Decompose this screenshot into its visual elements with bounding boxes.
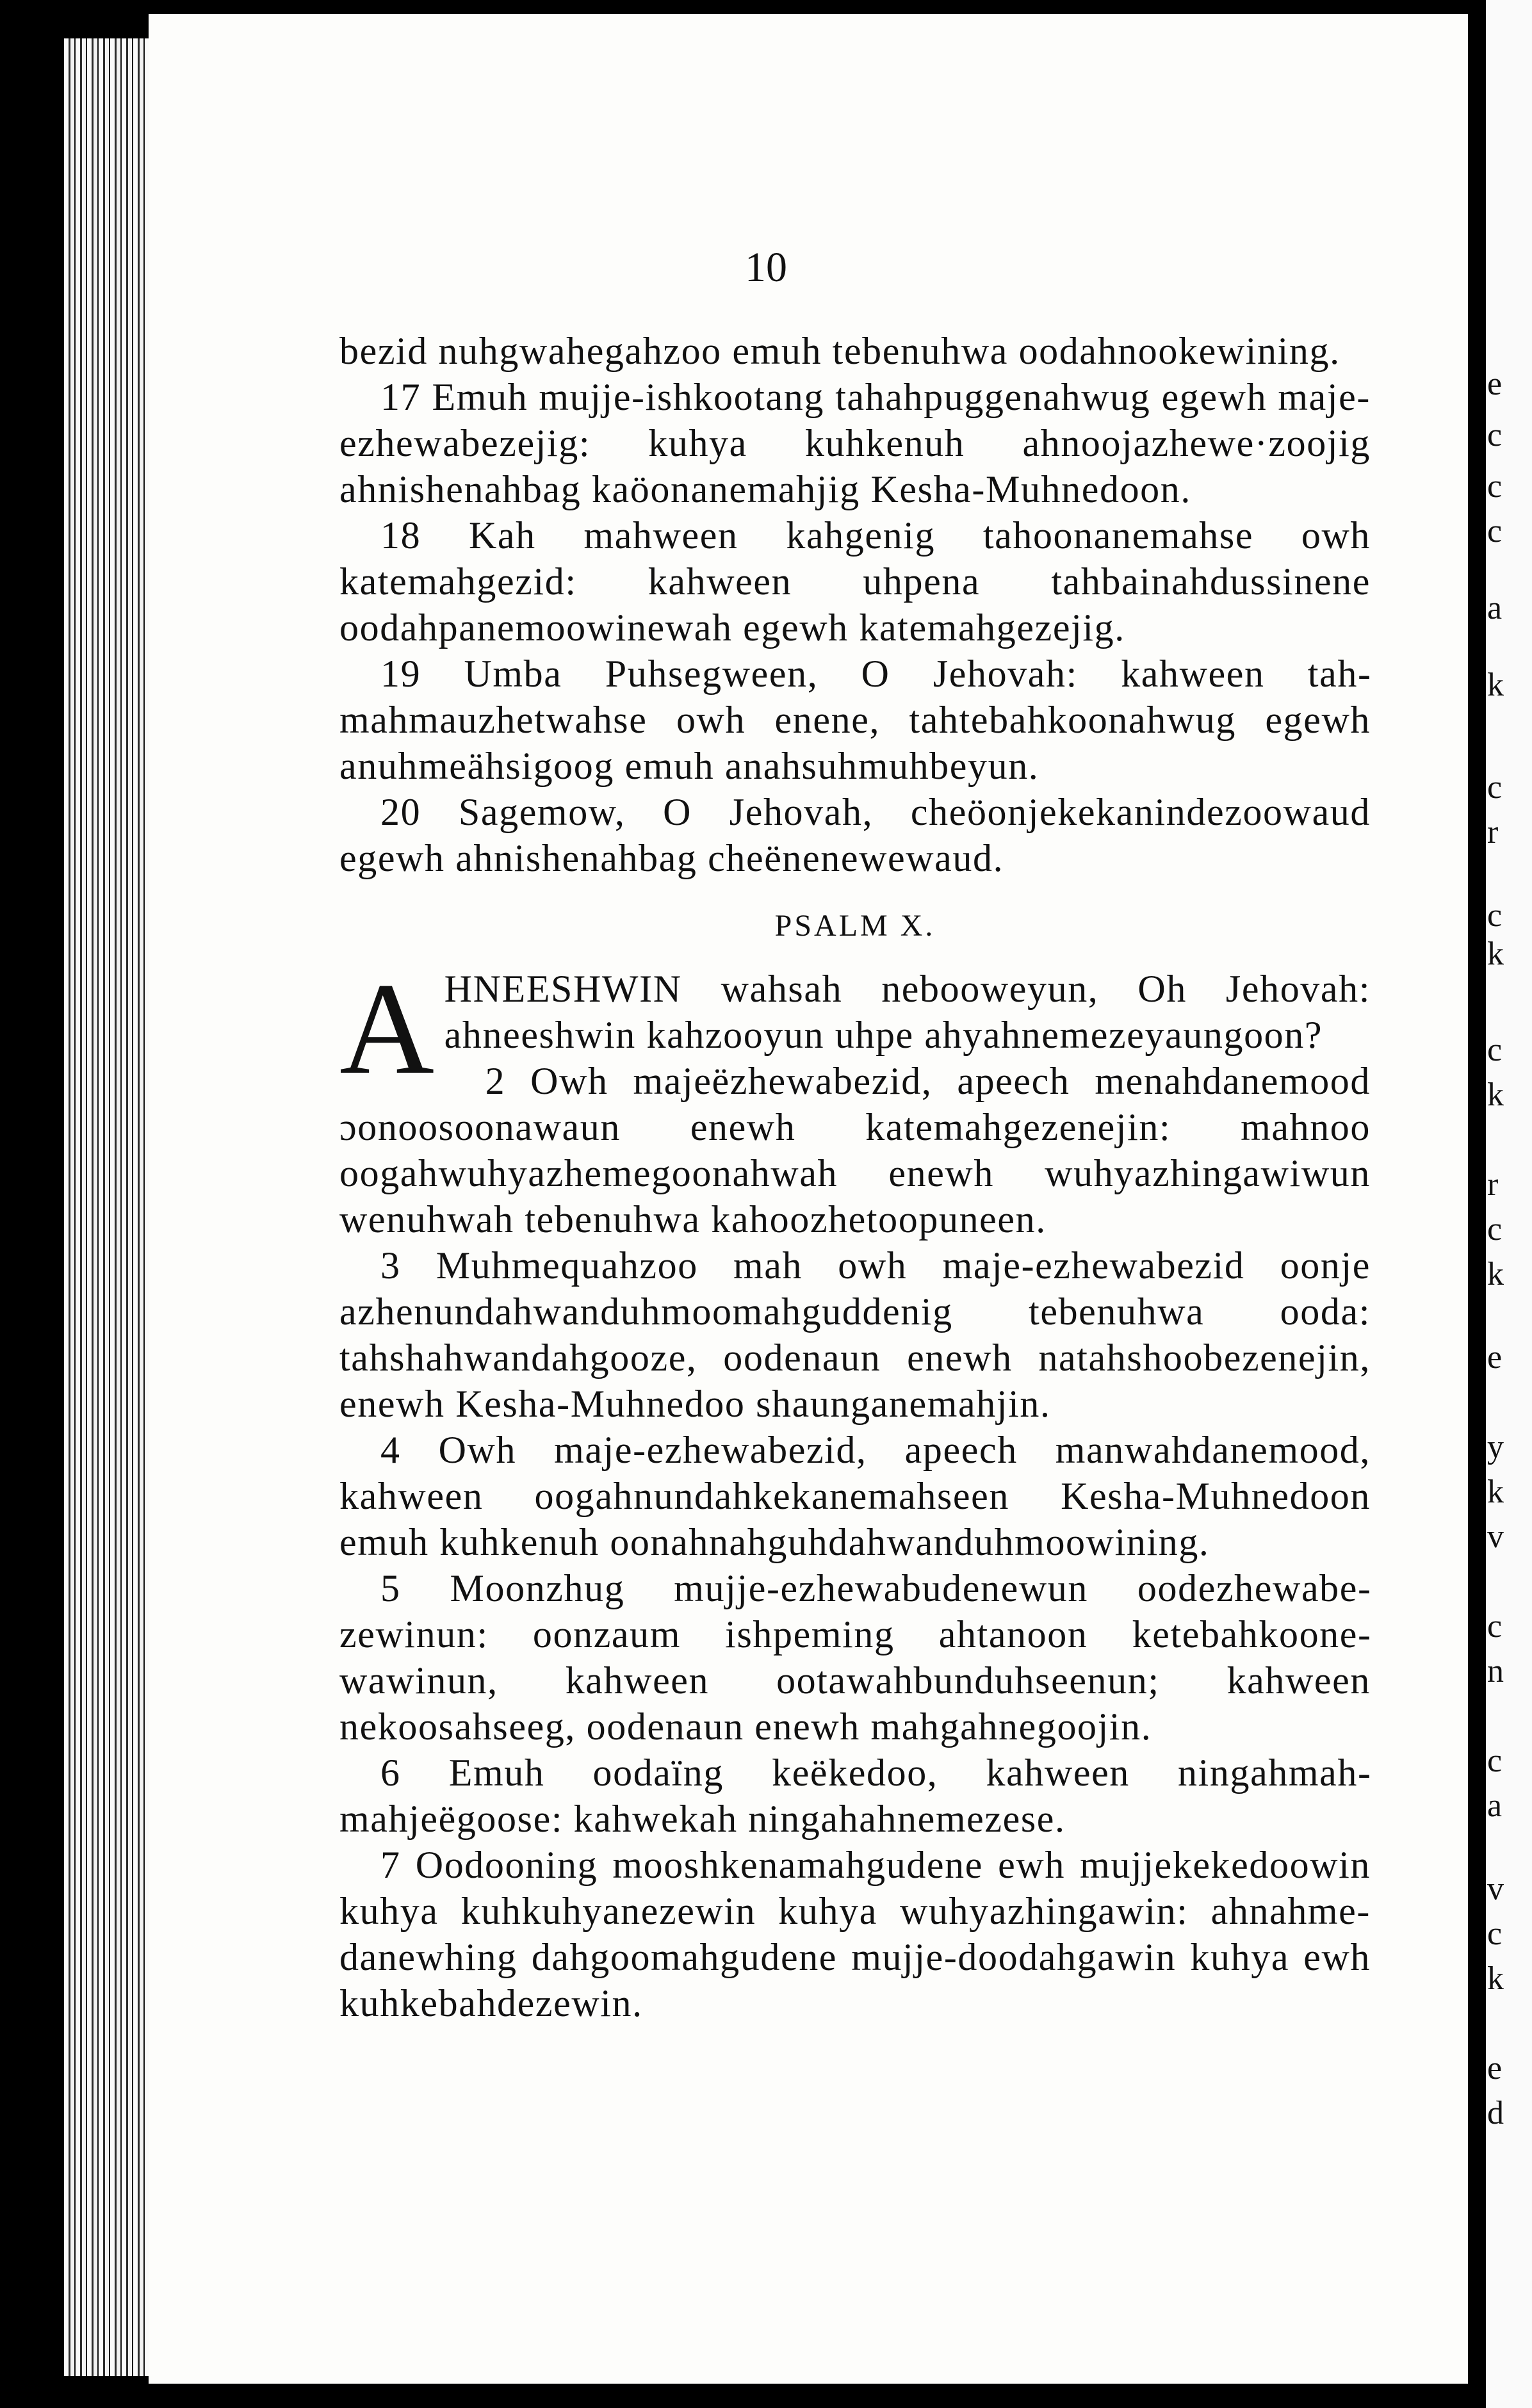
margin-letter: c (1487, 513, 1503, 549)
page-edge-stack (64, 38, 149, 2376)
margin-letter: k (1487, 1256, 1504, 1292)
margin-letter: k (1487, 1474, 1504, 1510)
page-number: 10 (745, 244, 787, 291)
verse-2: 2 Owh majeëzhewabezid, apeech menahdanemood ɔonoosoonawaun enewh katemahgezenejin: mahnoo oogahwuhyazhemegoonahwah enewh wuhyazhingawiwun wenuhwah tebenuhwa kahoozhetoopuneen. (339, 1060, 1371, 1241)
continued-verse: bezid nuhgwahegahzoo emuh tebenuhwa oodahnookewining. (339, 330, 1340, 372)
verse-7: 7 Oodooning mooshkenamahgudene ewh mujjekekedoowin kuhya kuhkuhyanezewin kuhya wuhyazhingawin: ahnahme-danewhing dahgoomahgudene mujje-doodahgawin kuhya ewh kuhkebahdezewin. (339, 1844, 1371, 2024)
drop-cap: A (339, 956, 436, 1102)
margin-letter: r (1487, 814, 1499, 850)
margin-letter: y (1487, 1429, 1504, 1465)
verse-4: 4 Owh maje-ezhewabezid, apeech manwahdanemood, kahween oogahnundahkekanemahseen Kesha-Muhnedoon emuh kuhkenuh oonahnahguhdahwanduhmoowining. (339, 1429, 1371, 1563)
margin-letter: c (1487, 1916, 1503, 1952)
margin-letter: k (1487, 667, 1504, 703)
margin-letter: e (1487, 2050, 1503, 2087)
margin-letter: c (1487, 1608, 1503, 1645)
margin-letter: e (1487, 366, 1503, 402)
margin-letter: c (1487, 1743, 1503, 1779)
verse-17: 17 Emuh mujje-ishkootang tahahpuggenahwug egewh maje-ezhewabezejig: kuhya kuhkenuh ahnoojazhewe·zoojig ahnishenahbag kaöonanemahjig Kesha-Muhnedoon. (339, 376, 1371, 510)
verse-5: 5 Moonzhug mujje-ezhewabudenewun oodezhewabezewinun: oonzaum ishpeming ahtanoon ketebahkoonewawinun, kahween ootawahbunduhseenun; kahween nekoosahseeg, oodenaun enewh mahgahnegoojin. (339, 1567, 1371, 1748)
margin-letter: n (1487, 1653, 1504, 1689)
verse-18: 18 Kah mahween kahgenig tahoonanemahse owh katemahgezid: kahween uhpena tahbainahdussinene oodahpanemoowinewah egewh katemahgezejig. (339, 514, 1371, 649)
verse-20: 20 Sagemow, O Jehovah, cheöonjekekanindezoowaud egewh ahnishenahbag cheënenewewaud. (339, 791, 1371, 879)
margin-letter: c (1487, 1211, 1503, 1248)
margin-letter: c (1487, 417, 1503, 453)
margin-letter: k (1487, 1077, 1504, 1113)
page-body (339, 328, 1371, 2026)
margin-letter: a (1487, 590, 1503, 626)
verse-6: 6 Emuh oodaïng keëkedoo, kahween ningahmahmahjeëgoose: kahwekah ningahahnemezese. (339, 1752, 1371, 1840)
margin-letter: d (1487, 2095, 1504, 2131)
margin-letter: c (1487, 769, 1503, 806)
margin-letter: v (1487, 1518, 1504, 1555)
margin-letter: c (1487, 468, 1503, 505)
margin-letter: v (1487, 1871, 1504, 1907)
facing-page-margin-text (1487, 0, 1532, 2408)
margin-letter: k (1487, 936, 1504, 972)
verse-1 (339, 956, 1371, 1102)
verse-19: 19 Umba Puhsegween, O Jehovah: kahween tahmahmauzhetwahse owh enene, tahtebahkoonahwug egewh anuhmeähsigoog emuh anahsuhmuhbeyun. (339, 653, 1371, 787)
verse-3: 3 Muhmequahzoo mah owh maje-ezhewabezid oonje azhenundahwanduhmoomahguddenig tebenuhwa ooda: tahshahwandahgooze, oodenaun enewh natahshoobezenejin, enewh Kesha-Muhnedoo shaunganemahjin. (339, 1244, 1371, 1425)
psalm-heading: PSALM X. (774, 909, 936, 943)
margin-letter: c (1487, 897, 1503, 934)
verse-1-text: HNEESHWIN wahsah nebooweyun, Oh Jehovah: ahneeshwin kahzooyun uhpe ahyahnemezeyaungoon? (444, 968, 1371, 1056)
margin-letter: e (1487, 1339, 1503, 1376)
margin-letter: k (1487, 1960, 1504, 1997)
margin-letter: r (1487, 1166, 1499, 1203)
margin-letter: a (1487, 1787, 1503, 1824)
margin-letter: c (1487, 1032, 1503, 1068)
